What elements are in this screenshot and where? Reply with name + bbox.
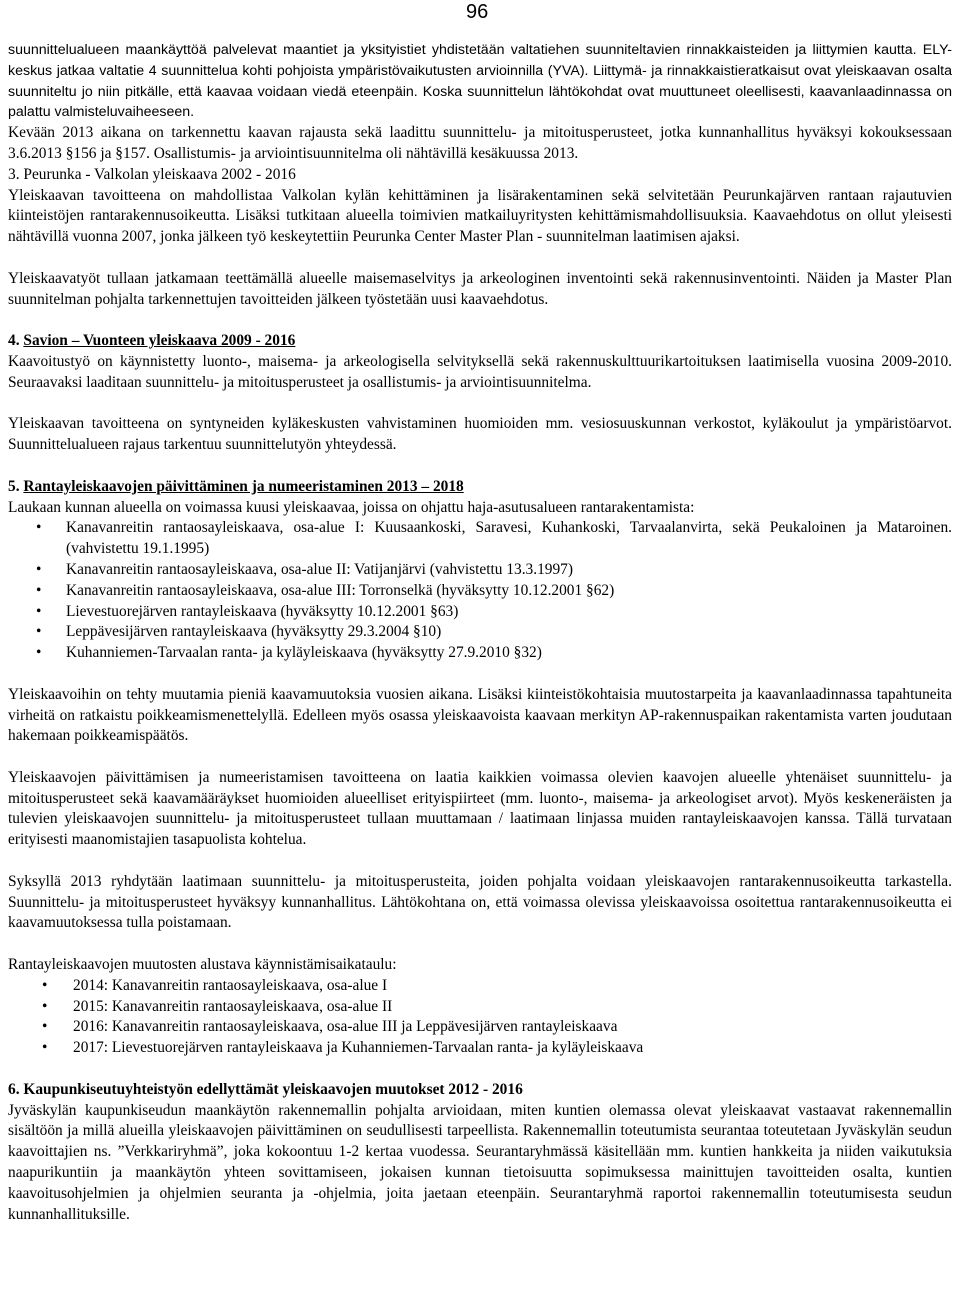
bullet-icon: •	[42, 1018, 48, 1036]
bullet-icon: •	[42, 976, 48, 994]
bullet-icon: •	[42, 1039, 48, 1057]
list-item: • Kanavanreitin rantaosayleiskaava, osa-alue III: Torronselkä (hyväksytty 10.12.2001 §62)	[8, 581, 952, 602]
section-5-number: 5.	[8, 477, 24, 495]
page-number: 96	[466, 1, 489, 23]
list-item: • 2015: Kanavanreitin rantaosayleiskaava, osa-alue II	[8, 997, 952, 1018]
list-item: • 2017: Lievestuorejärven rantayleiskaava ja Kuhanniemen-Tarvaalan ranta- ja kyläyleiskaava	[8, 1038, 952, 1059]
section-6-paragraph: Jyväskylän kaupunkiseudun maankäytön rakennemallin pohjalta arvioidaan, miten kuntien olemassa olevat yleiskaavat vastaavat rakennemallin sisältöön ja millä alueilla yleiskaavojen päivittäminen on seudullisesti tarpeellista. Rakennemallin toteutumista seurantaa toteutetaan Jyväskylän seudun kaavoittajien ns. ”Verkkariryhmä”, joka kokoontuu 1-2 kertaa vuodessa. Seurantaryhmässä käsitellään mm. kuntien hankkeita ja niiden vaikutuksia naapurikuntiin ja maankäytön yhteen sovittamiseen, jokaisen kunnan tietoisuutta sopimuksessa mainittujen tavoitteiden osalta, kuntien kaavoitusohjelmien ja ohjelmien seuranta ja -ohjelmia, joita jaetaan eteenpäin. Seurantaryhmä raportoi rakennemallin toteutumisesta seudun kunnanhallituksille.	[8, 1101, 952, 1223]
section-5-paragraph-changes: Yleiskaavoihin on tehty muutamia pieniä kaavamuutoksia vuosien aikana. Lisäksi kiinteistökohtaisia muutostarpeita ja kaavanlaadinnassa tapahtuneita virheitä on ratkaistu poikkeamismenettelyllä. Edelleen myös osassa yleiskaavoista kaavaan merkityn AP-rakennuspaikan rakentamista varten joudutaan hakemaan poikkeamispäätös.	[8, 685, 952, 745]
bullet-icon: •	[36, 623, 42, 641]
paragraph-intro-continued: Kevään 2013 aikana on tarkennettu kaavan rajausta sekä laadittu suunnittelu- ja mitoitusperusteet, jotka kunnanhallitus hyväksyi kokouksessaan 3.6.2013 §156 ja §157. Osallistumis- ja arviointisuunnitelma oli nähtävillä kesäkuussa 2013.	[8, 124, 952, 162]
section-4-number: 4.	[8, 332, 24, 350]
list-item: • Kanavanreitin rantaosayleiskaava, osa-alue II: Vatijanjärvi (vahvistettu 13.3.1997)	[8, 560, 952, 581]
list-item: • 2016: Kanavanreitin rantaosayleiskaava, osa-alue III ja Leppävesijärven rantayleiskaava	[8, 1017, 952, 1038]
bullet-icon: •	[36, 644, 42, 662]
list-item: • Kanavanreitin rantaosayleiskaava, osa-alue I: Kuusaankoski, Saravesi, Kuhankoski, Tarvaalanvirta, sekä Peukaloinen ja Mataroinen.(vahvistettu 19.1.1995)	[36, 519, 952, 558]
section-5-schedule-intro: Rantayleiskaavojen muutosten alustava käynnistämisaikataulu:	[8, 956, 397, 974]
section-4-heading	[8, 331, 952, 352]
paragraph-intro: suunnittelualueen maankäyttöä palvelevat maantiet ja yksityistiet yhdistetään valtatiehen suunniteltavien rinnakkaisteiden ja liittymien kautta. ELY-keskus jatkaa valtatie 4 suunnittelua kohti pohjoista ympäristövaikutusten arvioinnilla (YVA). Liittymä- ja rinnakkaistieratkaisut ovat yleiskaavan osalta suunniteltu jo niin pitkälle, että kaavaa voidaan viedä eteenpäin. Koska suunnittelun lähtökohdat ovat muuttuneet oleellisesti, kaavanlaadinnassa on palattu valmisteluvaiheeseen.	[8, 42, 952, 121]
schedule-list	[8, 976, 952, 1059]
section-5-paragraph-autumn: Syksyllä 2013 ryhdytään laatimaan suunnittelu- ja mitoitusperusteita, joiden pohjalta voidaan yleiskaavojen rantarakennusoikeutta tarkastella. Suunnittelu- ja mitoitusperusteet hyväksyy kunnanhallitus. Lähtökohtana on, että voimassa olevissa yleiskaavoissa osoitettua rantarakennusoikeutta ei kaavamuutoksessa tulla poistamaan.	[8, 872, 952, 932]
list-item: • Kuhanniemen-Tarvaalan ranta- ja kyläyleiskaava (hyväksytty 27.9.2010 §32)	[8, 643, 952, 664]
list-item: • Leppävesijärven rantayleiskaava (hyväksytty 29.3.2004 §10)	[8, 622, 952, 643]
bullet-icon: •	[36, 519, 42, 537]
section-4-title: Savion – Vuonteen yleiskaava 2009 - 2016	[23, 332, 296, 350]
section-4-paragraph-1: Kaavoitustyö on käynnistetty luonto-, maisema- ja arkeologisella selvityksellä sekä rakennuskulttuurikartoituksen laatimisella vuosina 2009-2010. Seuraavaksi laaditaan suunnittelu- ja mitoitusperusteet ja osallistumis- ja arviointisuunnitelma.	[8, 352, 952, 391]
section-5-intro: Laukaan kunnan alueella on voimassa kuusi yleiskaavaa, joissa on ohjattu haja-asutusalueen rantarakentamista:	[8, 498, 695, 516]
bullet-icon: •	[36, 581, 42, 599]
section-3-paragraph-1: Yleiskaavan tavoitteena on mahdollistaa Valkolan kylän kehittäminen ja lisärakentaminen sekä selvitetään Peurunkajärven rantaan rajautuvien kiinteistöjen rantarakennusoikeutta. Lisäksi tutkitaan alueella toimivien matkailuyritysten kehittämismahdollisuuksia. Kaavaehdotus on ollut yleisesti nähtävillä vuonna 2007, jonka jälkeen työ keskeytettiin Peurunka Center Master Plan - suunnitelman laatimisen ajaksi.	[8, 186, 952, 246]
bullet-icon: •	[42, 997, 48, 1015]
list-item: • 2014: Kanavanreitin rantaosayleiskaava, osa-alue I	[8, 976, 952, 997]
section-6-heading: 6. Kaupunkiseutuyhteistyön edellyttämät yleiskaavojen muutokset 2012 - 2016	[8, 1080, 523, 1098]
section-4-paragraph-2: Yleiskaavan tavoitteena on syntyneiden kyläkeskusten vahvistaminen huomioiden mm. vesiosuuskunnan verkostot, kyläkoulut ja ympäristöarvot. Suunnittelualueen rajaus tarkentuu suunnittelutyön yhteydessä.	[8, 415, 952, 454]
bullet-icon: •	[36, 602, 42, 620]
bullet-icon: •	[36, 560, 42, 578]
list-item: • Lievestuorejärven rantayleiskaava (hyväksytty 10.12.2001 §63)	[8, 602, 952, 623]
section-5-paragraph-goals: Yleiskaavojen päivittämisen ja numeeristamisen tavoitteena on laatia kaikkien voimassa olevien kaavojen alueelle yhtenäiset suunnittelu- ja mitoitusperusteet sekä kaavamääräykset huomioiden alueelliset erityispiirteet (mm. luonto-, maisema- ja arkeologiset arvot). Myös keskeneräisten ja tulevien yleiskaavojen suunnittelu- ja mitoitusperusteet tullaan muuttamaan / laatimaan linjassa muiden rantayleiskaavojen kanssa. Tällä turvataan erityisesti maanomistajien tasapuolista kohtelua.	[8, 768, 952, 849]
section-5-title: Rantayleiskaavojen päivittäminen ja numeeristaminen 2013 – 2018	[23, 477, 464, 495]
section-5-heading	[8, 477, 952, 498]
section-3-heading: 3. Peurunka - Valkolan yleiskaava 2002 - 2016	[8, 165, 296, 183]
shore-plan-list	[8, 518, 952, 664]
section-3-paragraph-2: Yleiskaavatyöt tullaan jatkamaan teettämällä alueelle maisemaselvitys ja arkeologinen inventointi sekä rakennusinventointi. Näiden ja Master Plan suunnitelman pohjalta tarkennettujen tavoitteiden jälkeen työstetään uusi kaavaehdotus.	[8, 269, 952, 308]
